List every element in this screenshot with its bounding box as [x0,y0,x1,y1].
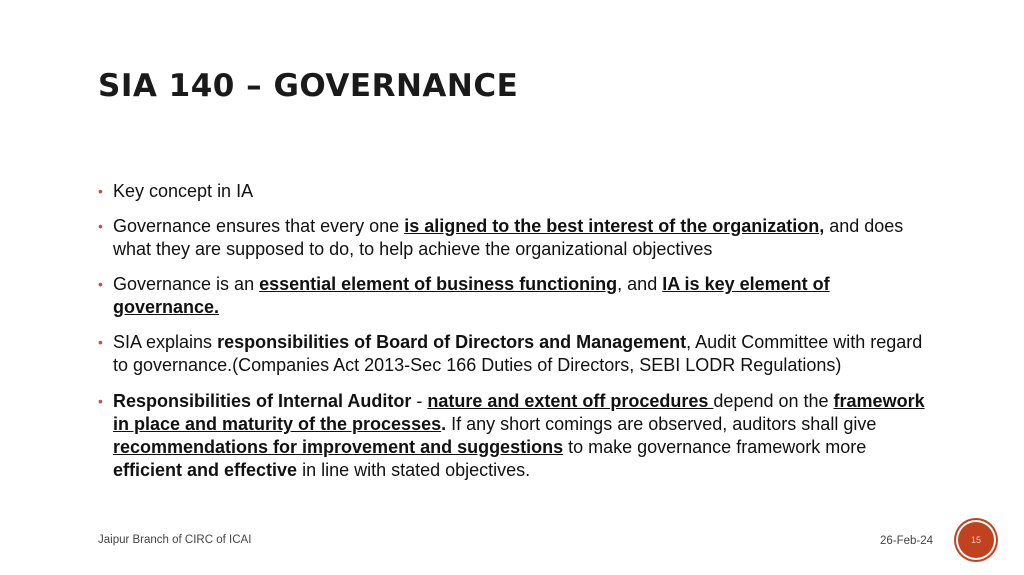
bullet-text-segment: - [411,391,428,411]
page-number: 15 [970,535,981,545]
bullet-text-segment: to make governance framework more [563,437,867,457]
bullet-item [98,390,928,482]
bullet-text-segment: in line with stated objectives. [297,460,531,480]
bullet-icon: • [98,393,103,409]
slide-title: SIA 140 – GOVERNANCE [98,68,519,104]
footer-organization: Jaipur Branch of CIRC of ICAI [98,534,252,546]
bullet-text-segment: nature and extent off procedures [427,391,714,411]
bullet-text-segment: . [441,414,447,434]
bullet-item [98,331,928,377]
bullet-text-segment: SIA explains [113,332,218,352]
bullet-item [98,273,928,319]
bullet-text-segment: Key concept in IA [113,181,254,201]
page-number-badge [958,522,994,558]
bullet-text-segment: , Audit Committee with regard to governance.(Companies Act 2013-Sec 166 Duties of Directors, SEBI LODR Regulations) [113,332,923,375]
bullet-text-segment: depend on the [713,391,834,411]
bullet-text-segment: recommendations for improvement and suggestions [113,437,564,457]
bullet-text-segment: IA is key element of governance. [113,274,830,317]
bullet-text-segment: and does what they are supposed to do, to help achieve the organizational objectives [113,216,904,259]
bullet-text-segment: Governance is an [113,274,260,294]
bullet-text-segment: framework in place and maturity of the processes [113,391,925,434]
bullet-item [98,215,928,261]
bullet-text-segment: is aligned to the best interest of the organization, [404,216,825,236]
bullet-text-segment: Responsibilities of Internal Auditor [113,391,412,411]
bullet-icon: • [98,218,103,234]
footer-date: 26-Feb-24 [880,535,934,547]
bullet-list [98,180,928,494]
bullet-icon: • [98,183,103,199]
bullet-text-segment: essential element of business functioning [259,274,618,294]
bullet-text-segment: If any short comings are observed, auditors shall give [446,414,877,434]
bullet-text-segment: Governance ensures that every one [113,216,405,236]
bullet-icon: • [98,276,103,292]
bullet-item [98,180,928,203]
bullet-text-segment: efficient and effective [113,460,298,480]
bullet-text-segment: responsibilities of Board of Directors and Management [217,332,687,352]
bullet-text-segment: , and [617,274,663,294]
bullet-icon: • [98,334,103,350]
